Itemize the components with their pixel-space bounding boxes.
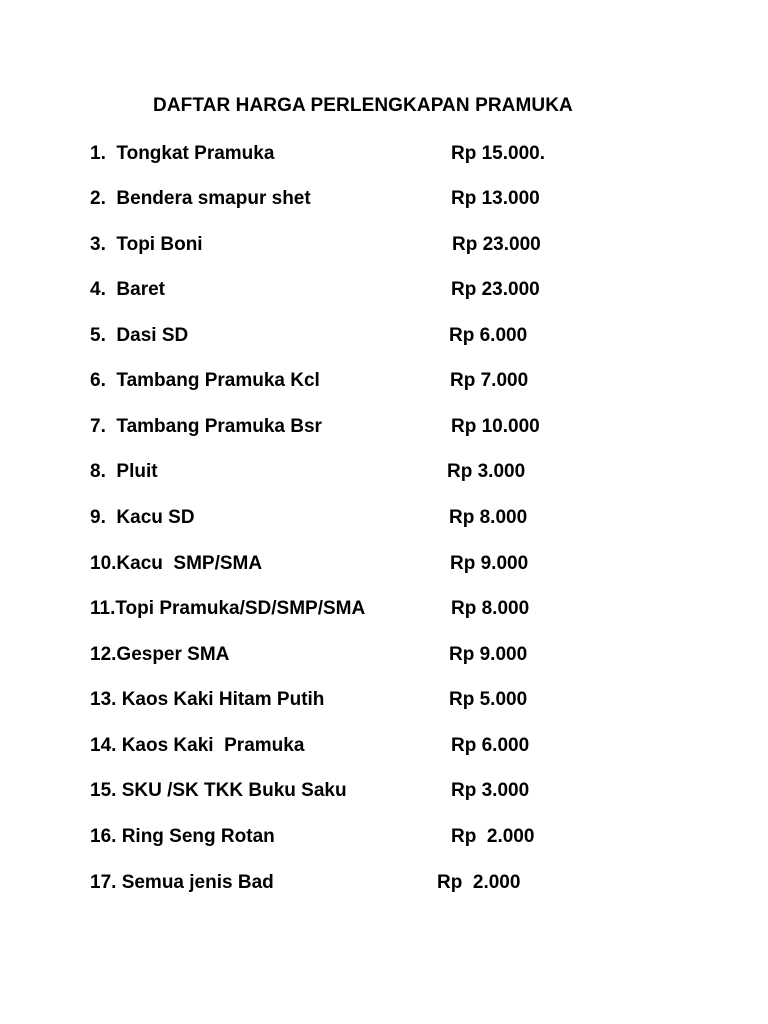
item-price: Rp 15.000. [451, 143, 545, 164]
price-list-item [90, 461, 526, 487]
price-list-item [90, 553, 529, 579]
item-name: 16. Ring Seng Rotan [90, 826, 275, 847]
item-price: Rp 8.000 [449, 507, 528, 528]
item-name: 5. Dasi SD [90, 325, 189, 346]
item-price: Rp 9.000 [450, 553, 529, 574]
price-list-item [90, 689, 528, 715]
item-price: Rp 8.000 [451, 598, 530, 619]
item-price: Rp 13.000 [451, 188, 540, 209]
item-name: 2. Bendera smapur shet [90, 188, 311, 209]
item-price: Rp 6.000 [449, 325, 528, 346]
item-name: 6. Tambang Pramuka Kcl [90, 370, 320, 391]
price-list-item [90, 826, 535, 852]
item-name: 4. Baret [90, 279, 165, 300]
price-list-item [90, 416, 540, 442]
price-list-item [90, 143, 545, 169]
price-list-item [90, 644, 528, 670]
item-price: Rp 10.000 [451, 416, 540, 437]
item-name: 12.Gesper SMA [90, 644, 230, 665]
price-list-item [90, 780, 530, 806]
item-price: Rp 9.000 [449, 644, 528, 665]
item-name: 10.Kacu SMP/SMA [90, 553, 263, 574]
item-name: 1. Tongkat Pramuka [90, 143, 275, 164]
price-list-item [90, 735, 530, 761]
price-list-item [90, 234, 541, 260]
item-name: 15. SKU /SK TKK Buku Saku [90, 780, 347, 801]
price-list-item [90, 598, 530, 624]
item-price: Rp 6.000 [451, 735, 530, 756]
item-price: Rp 23.000 [451, 279, 540, 300]
price-list-item [90, 872, 521, 898]
item-price: Rp 2.000 [451, 826, 535, 847]
item-price: Rp 5.000 [449, 689, 528, 710]
item-name: 8. Pluit [90, 461, 158, 482]
item-price: Rp 3.000 [451, 780, 530, 801]
item-name: 13. Kaos Kaki Hitam Putih [90, 689, 325, 710]
item-price: Rp 23.000 [452, 234, 541, 255]
item-name: 14. Kaos Kaki Pramuka [90, 735, 305, 756]
item-price: Rp 2.000 [437, 872, 521, 893]
item-price: Rp 3.000 [447, 461, 526, 482]
price-list-item [90, 188, 540, 214]
price-list-item [90, 370, 529, 396]
item-price: Rp 7.000 [450, 370, 529, 391]
item-name: 3. Topi Boni [90, 234, 203, 255]
price-list-item [90, 507, 528, 533]
item-name: 7. Tambang Pramuka Bsr [90, 416, 322, 437]
item-name: 9. Kacu SD [90, 507, 195, 528]
price-list-item [90, 325, 528, 351]
document-title: DAFTAR HARGA PERLENGKAPAN PRAMUKA [153, 95, 573, 116]
price-list-item [90, 279, 540, 305]
item-name: 17. Semua jenis Bad [90, 872, 274, 893]
item-name: 11.Topi Pramuka/SD/SMP/SMA [90, 598, 366, 619]
